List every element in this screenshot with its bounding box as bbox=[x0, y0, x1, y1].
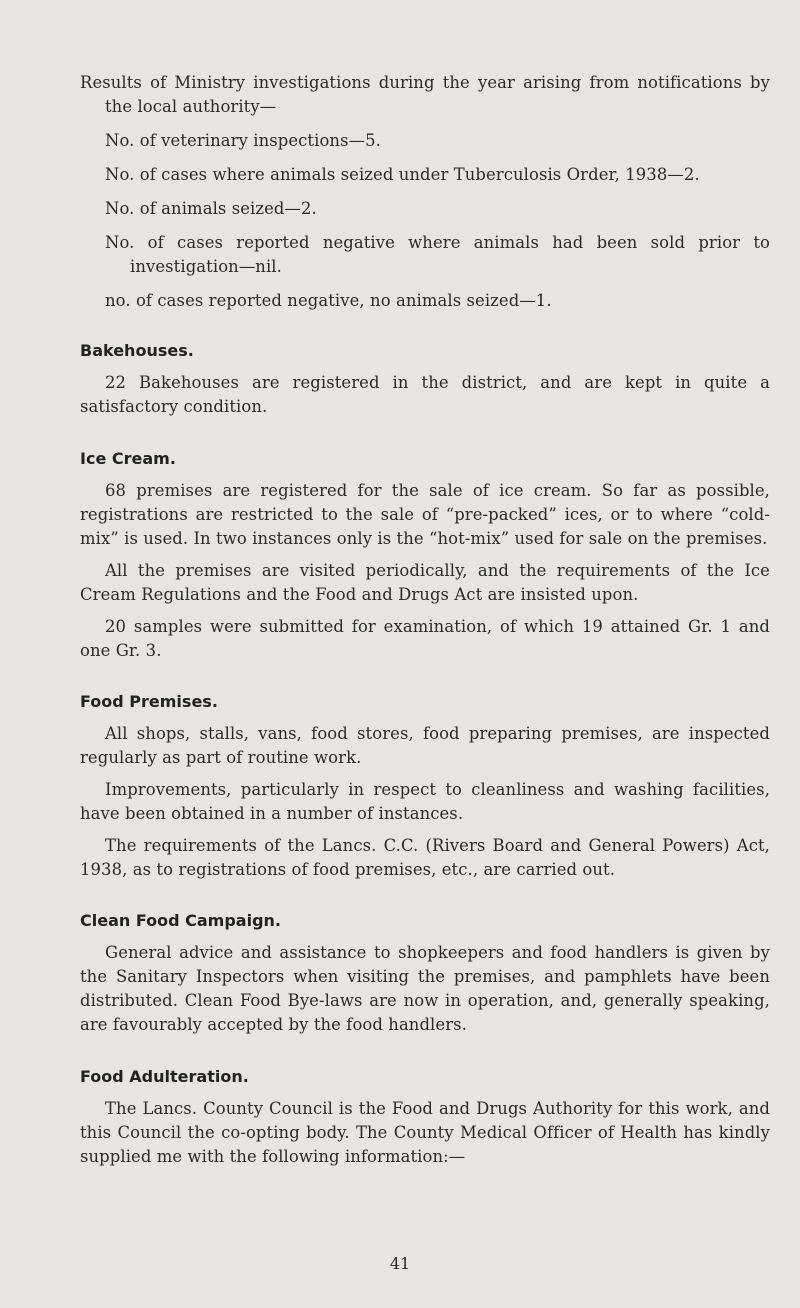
section-heading-bakehouses: Bakehouses. bbox=[80, 341, 194, 360]
ministry-item-negative-sold: No. of cases reported negative where animals had been sold prior to investigation—nil. bbox=[105, 233, 770, 276]
ice-cream-paragraph-visits: All the premises are visited periodically, and the requirements of the Ice Cream Regulations and the Food and Drugs Act are insisted upon. bbox=[80, 561, 770, 604]
section-heading-clean-food-campaign: Clean Food Campaign. bbox=[80, 911, 281, 930]
food-adulteration-paragraph: The Lancs. County Council is the Food and Drugs Authority for this work, and this Council the co-opting body. The County Medical Officer of Health has kindly supplied me with the following information:— bbox=[80, 1099, 770, 1166]
intro-paragraph: Results of Ministry investigations during the year arising from notifications by the local authority— bbox=[80, 73, 770, 116]
page-number: 41 bbox=[389, 1254, 411, 1273]
food-premises-paragraph-requirements: The requirements of the Lancs. C.C. (Rivers Board and General Powers) Act, 1938, as to registrations of food premises, etc., are carried out. bbox=[80, 836, 770, 879]
ministry-item-veterinary-inspections: No. of veterinary inspections—5. bbox=[105, 131, 381, 150]
section-heading-food-premises: Food Premises. bbox=[80, 692, 218, 711]
food-premises-paragraph-inspections: All shops, stalls, vans, food stores, food preparing premises, are inspected regularly as part of routine work. bbox=[80, 724, 770, 767]
section-heading-ice-cream: Ice Cream. bbox=[80, 449, 176, 468]
bakehouses-paragraph: 22 Bakehouses are registered in the district, and are kept in quite a satisfactory condition. bbox=[80, 373, 770, 416]
ministry-item-negative-none-seized: no. of cases reported negative, no animals seized—1. bbox=[105, 291, 552, 310]
section-heading-food-adulteration: Food Adulteration. bbox=[80, 1067, 249, 1086]
ice-cream-paragraph-registrations: 68 premises are registered for the sale of ice cream. So far as possible, registrations are restricted to the sale of “pre-packed” ices, or to where “cold-mix” is used. In two instances only is the “hot-mix” used for sale on the premises. bbox=[80, 481, 770, 548]
clean-food-paragraph: General advice and assistance to shopkeepers and food handlers is given by the Sanitary Inspectors when visiting the premises, and pamphlets have been distributed. Clean Food Bye-laws are now in operation, and, generally speaking, are favourably accepted by the food handlers. bbox=[80, 943, 770, 1034]
ice-cream-paragraph-samples: 20 samples were submitted for examination, of which 19 attained Gr. 1 and one Gr. 3. bbox=[80, 617, 770, 660]
page-content bbox=[80, 71, 770, 1169]
ministry-item-animals-seized: No. of animals seized—2. bbox=[105, 199, 317, 218]
food-premises-paragraph-improvements: Improvements, particularly in respect to cleanliness and washing facilities, have been obtained in a number of instances. bbox=[80, 780, 770, 823]
ministry-item-cases-seized: No. of cases where animals seized under Tuberculosis Order, 1938—2. bbox=[105, 165, 700, 184]
